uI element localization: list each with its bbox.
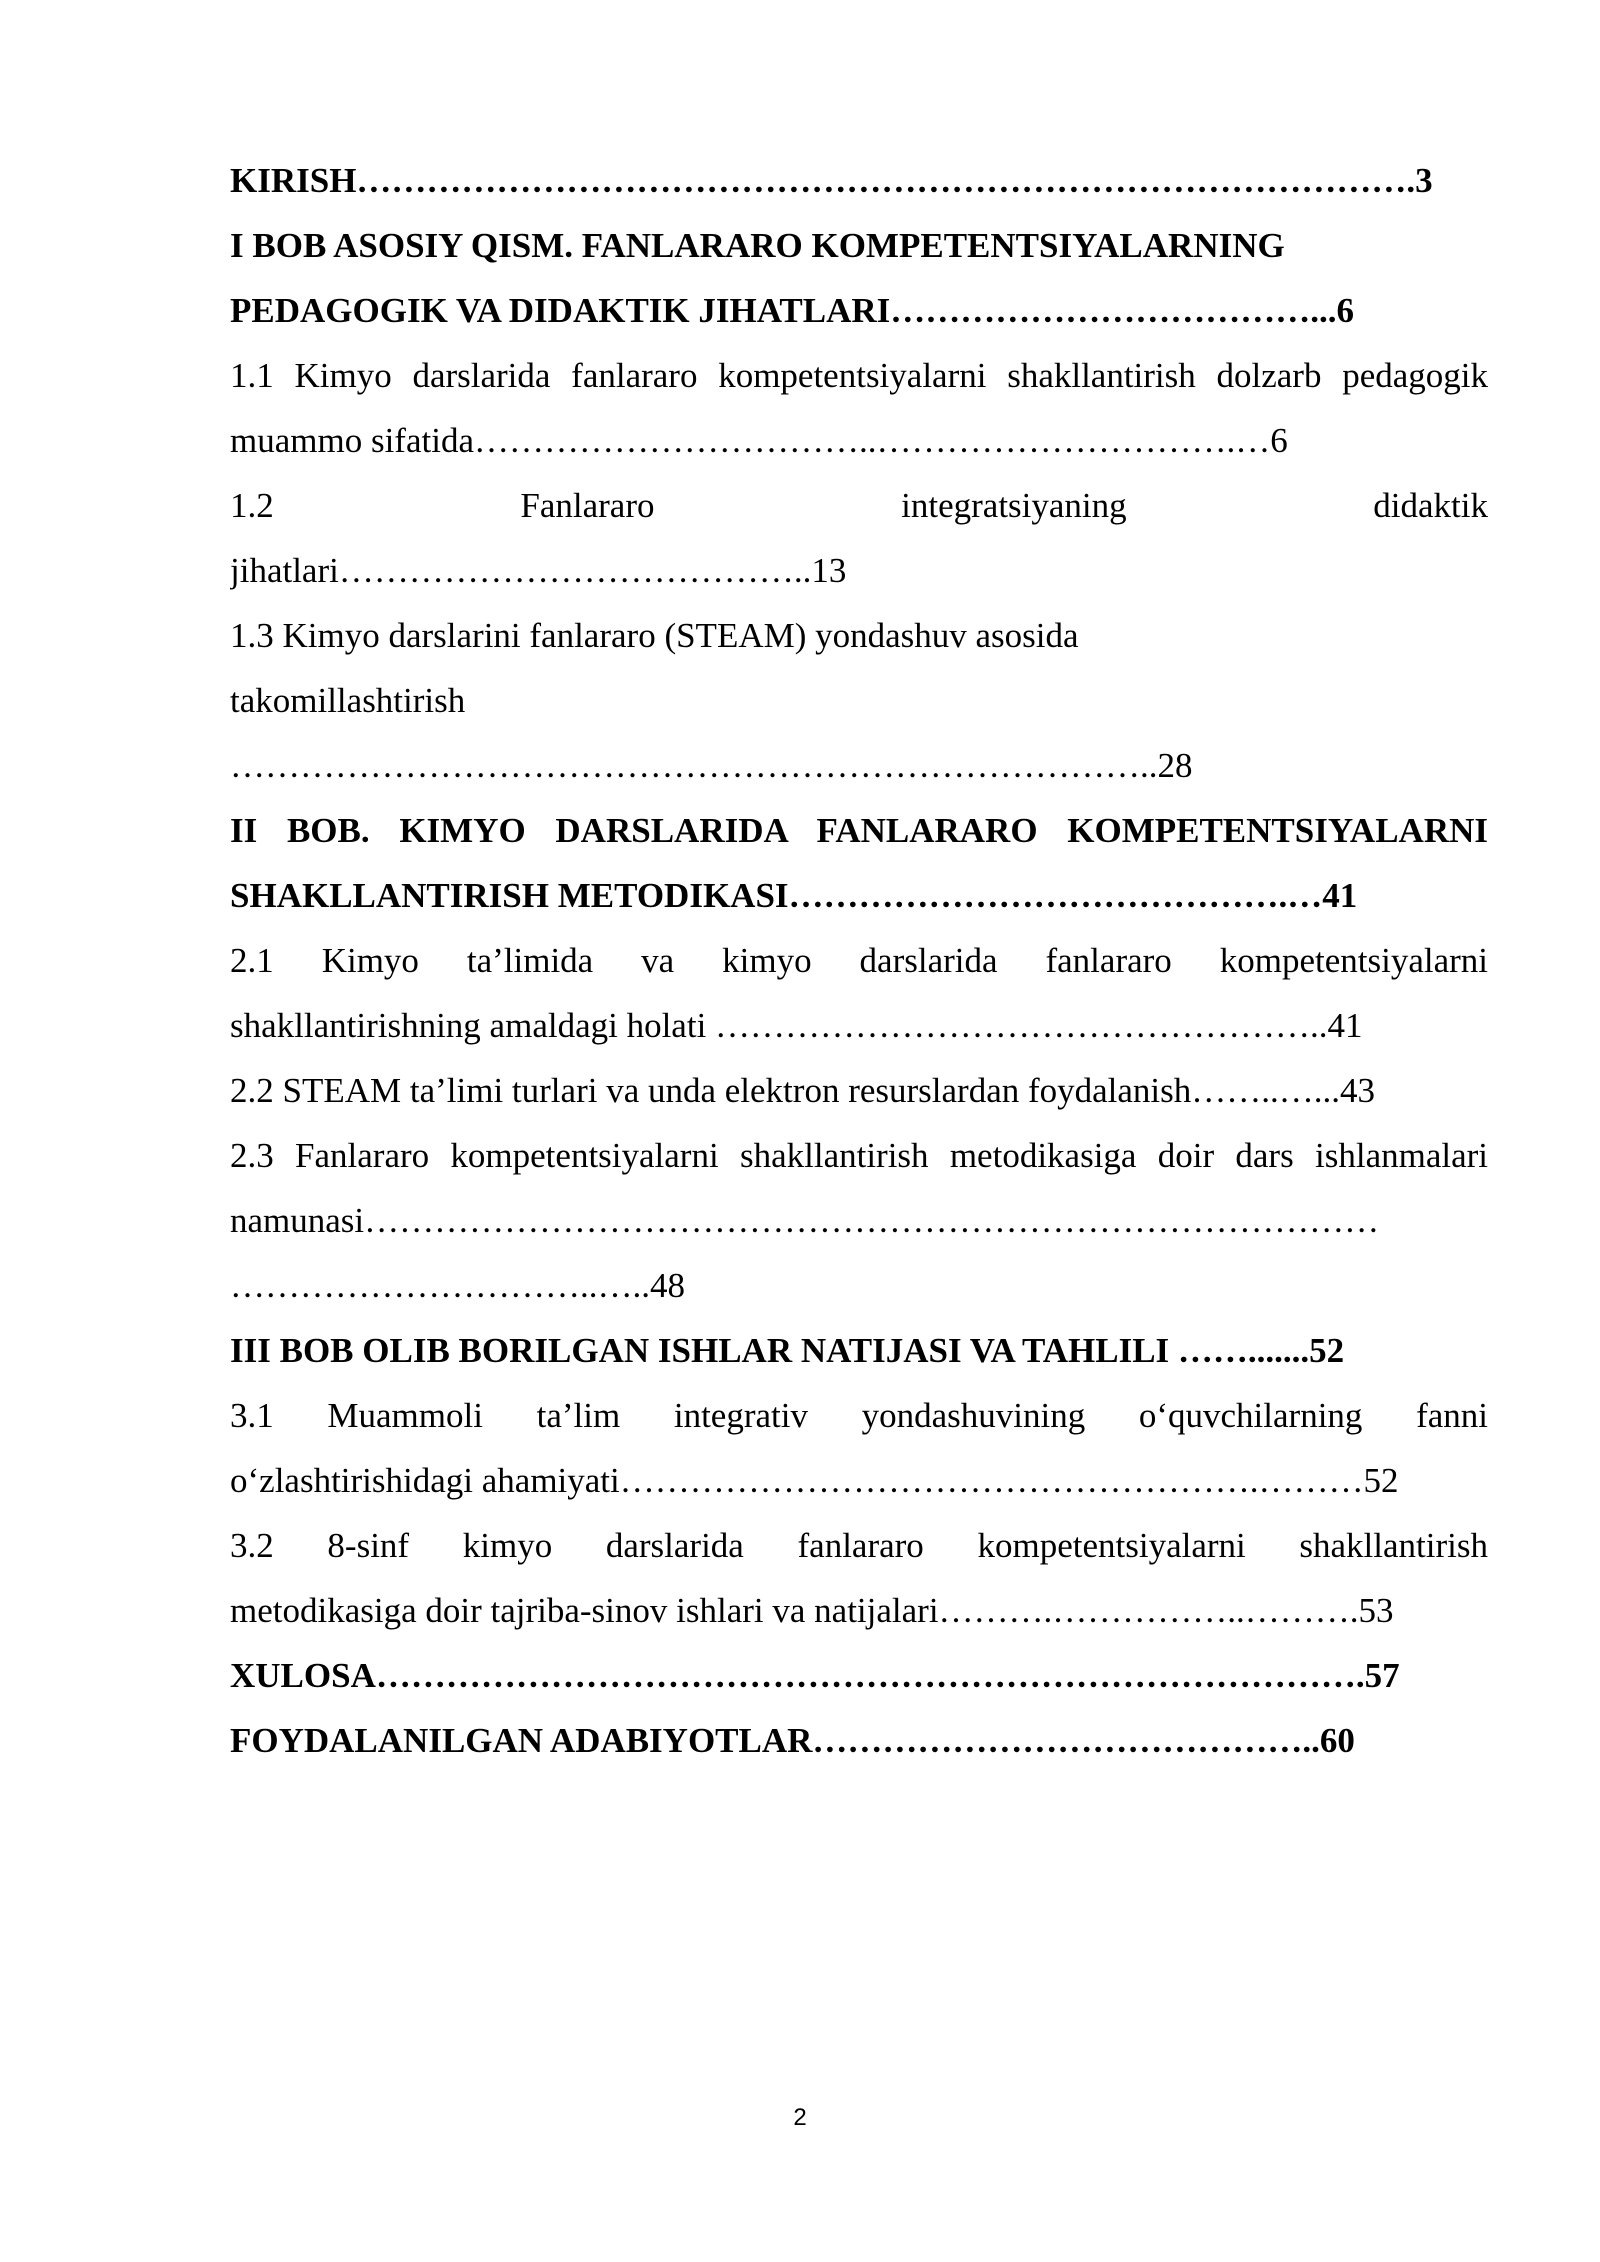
toc-section-2-3-page: …………………………..…..48 [230,1266,685,1305]
toc-section-3-2: 3.2 8-sinf kimyo darslarida fanlararo kompetentsiyalarni shakllantirish [230,1526,1488,1565]
toc-chapter-2-title-cont: SHAKLLANTIRISH METODIKASI…………………………………….…41 [230,876,1358,915]
toc-section-1-2: 1.2 Fanlararo integratsiyaning didaktik [230,486,1488,525]
toc-section-2-3: 2.3 Fanlararo kompetentsiyalarni shakllantirish metodikasiga doir dars ishlanmalari [230,1136,1488,1175]
toc-chapter-1-title: I BOB ASOSIY QISM. FANLARARO KOMPETENTSIYALARNING [230,226,1285,265]
toc-section-2-1: 2.1 Kimyo ta’limida va kimyo darslarida fanlararo kompetentsiyalarni [230,941,1488,980]
toc-section-1-3-cont: takomillashtirish [230,681,466,720]
toc-section-1-1: 1.1 Kimyo darslarida fanlararo kompetentsiyalarni shakllantirish dolzarb pedagogik [230,356,1488,395]
table-of-contents [230,148,1488,1773]
toc-section-3-1-cont: o‘zlashtirishidagi ahamiyati……………………………………………….………52 [230,1461,1399,1500]
toc-entry-xulosa: XULOSA………………………………………………………………………….57 [230,1656,1400,1695]
toc-section-2-2: 2.2 STEAM ta’limi turlari va unda elektron resurslardan foydalanish……..…...43 [230,1071,1376,1110]
toc-chapter-1-title-cont: PEDAGOGIK VA DIDAKTIK JIHATLARI………………………………...6 [230,291,1355,330]
toc-section-1-1-cont: muammo sifatida……………………………..………………………….…6 [230,421,1288,460]
page-number: 2 [793,2104,807,2131]
toc-entry-kirish: KIRISH……………………………………………………………………………….3 [230,161,1433,200]
toc-section-2-1-cont: shakllantirishning amaldagi holati ……………………………………………..41 [230,1006,1363,1045]
toc-section-2-3-cont: namunasi…………………………………………………………………………… [230,1201,1380,1240]
toc-section-3-2-cont: metodikasiga doir tajriba-sinov ishlari va natijalari……….……………..……….53 [230,1591,1394,1630]
toc-section-1-3-page: ……………………………………………………………………..28 [230,746,1193,785]
toc-section-1-3: 1.3 Kimyo darslarini fanlararo (STEAM) yondashuv asosida [230,616,1079,655]
toc-entry-references: FOYDALANILGAN ADABIYOTLAR……………………………………..60 [230,1721,1355,1760]
toc-section-3-1: 3.1 Muammoli ta’lim integrativ yondashuvining o‘quvchilarning fanni [230,1396,1488,1435]
toc-section-1-2-cont: jihatlari…………………………………..13 [230,551,847,590]
toc-chapter-2-title: II BOB. KIMYO DARSLARIDA FANLARARO KOMPETENTSIYALARNI [230,811,1488,850]
toc-chapter-3-title: III BOB OLIB BORILGAN ISHLAR NATIJASI VA TAHLILI …….......52 [230,1331,1345,1370]
